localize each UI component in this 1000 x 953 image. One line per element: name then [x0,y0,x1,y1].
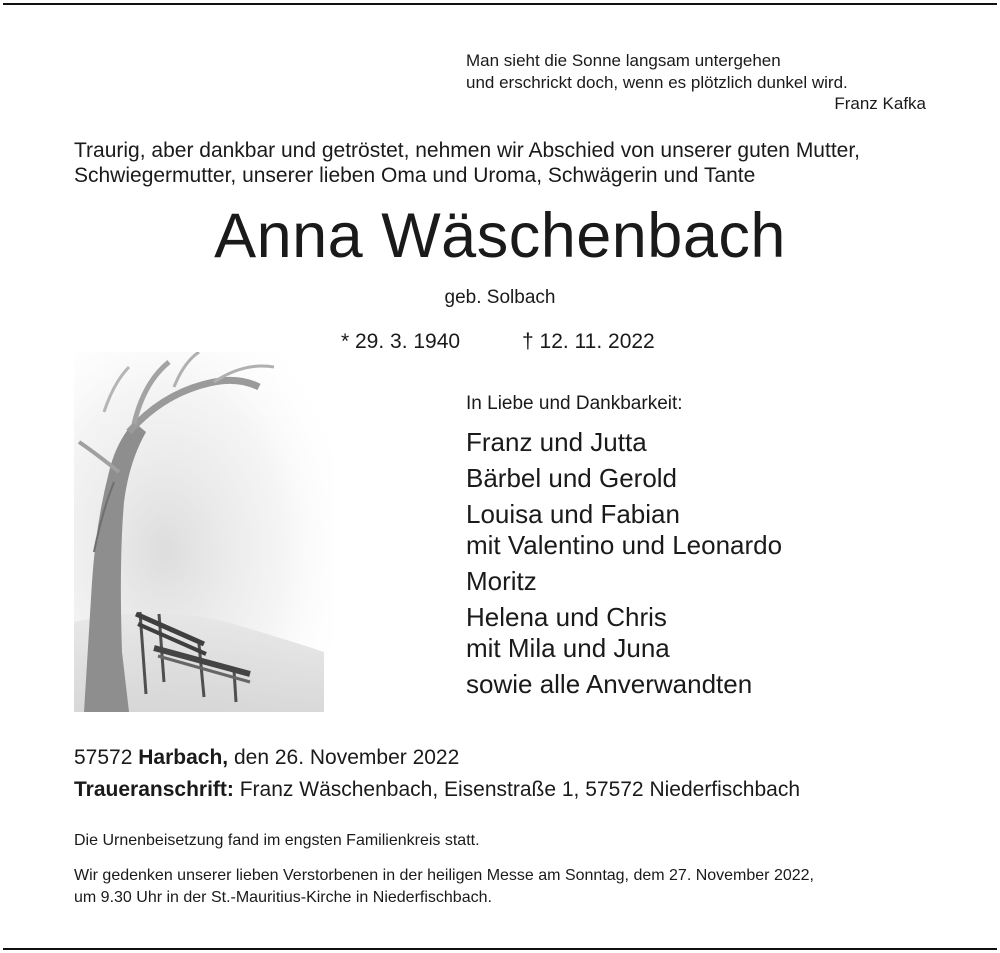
quote [466,50,848,94]
family-entry-line: mit Valentino und Leonardo [466,530,783,560]
intro-text [74,138,934,188]
family-entry-line: Franz und Jutta [466,427,647,457]
family-entry-line: Helena und Chris [466,602,667,632]
notice-date: den 26. November 2022 [233,746,460,769]
family-entry-line: mit Mila und Juna [466,633,670,663]
intro-line: Traurig, aber dankbar und getröstet, nehmen wir Abschied von unserer guten Mutter, [74,139,861,162]
family-entry-line: Moritz [466,566,537,596]
mass-note [74,865,934,909]
burial-note: Die Urnenbeisetzung fand im engsten Familienkreis statt. [74,832,480,849]
birth-date: * 29. 3. 1940 [341,330,461,353]
mass-note-line: Wir gedenken unserer lieben Verstorbenen in der heiligen Messe am Sonntag, dem 27. November 2022, [74,867,814,884]
place-date-line [74,746,459,770]
family-entry [466,463,782,494]
mass-note-line: um 9.30 Uhr in der St.-Mauritius-Kirche in Niederfischbach. [74,889,492,906]
family-heading: In Liebe und Dankbarkeit: [466,393,683,414]
quote-line: Man sieht die Sonne langsam untergehen [466,51,781,70]
family-entry-line: sowie alle Anverwandten [466,669,753,699]
town: Harbach, [138,746,229,769]
birth-name: geb. Solbach [444,287,556,308]
intro-line: Schwiegermutter, unserer lieben Oma und Uroma, Schwägerin und Tante [74,164,756,187]
tree-bench-illustration [74,352,334,712]
family-entry [466,602,782,664]
quote-line: und erschrickt doch, wenn es plötzlich dunkel wird. [466,73,848,92]
postcode: 57572 [74,746,133,769]
deceased-name: Anna Wäschenbach [214,201,786,271]
family-entry-line: Bärbel und Gerold [466,463,678,493]
family-list [466,427,782,705]
family-entry-line: Louisa und Fabian [466,499,680,529]
family-entry [466,566,782,597]
quote-author: Franz Kafka [834,94,926,113]
family-entry [466,499,782,561]
mourning-address-label: Traueranschrift: [74,778,234,801]
family-entry [466,669,782,700]
mourning-address-line [74,778,800,802]
mourning-address: Franz Wäschenbach, Eisenstraße 1, 57572 Niederfischbach [239,778,801,801]
family-entry [466,427,782,458]
death-date: † 12. 11. 2022 [522,330,655,353]
